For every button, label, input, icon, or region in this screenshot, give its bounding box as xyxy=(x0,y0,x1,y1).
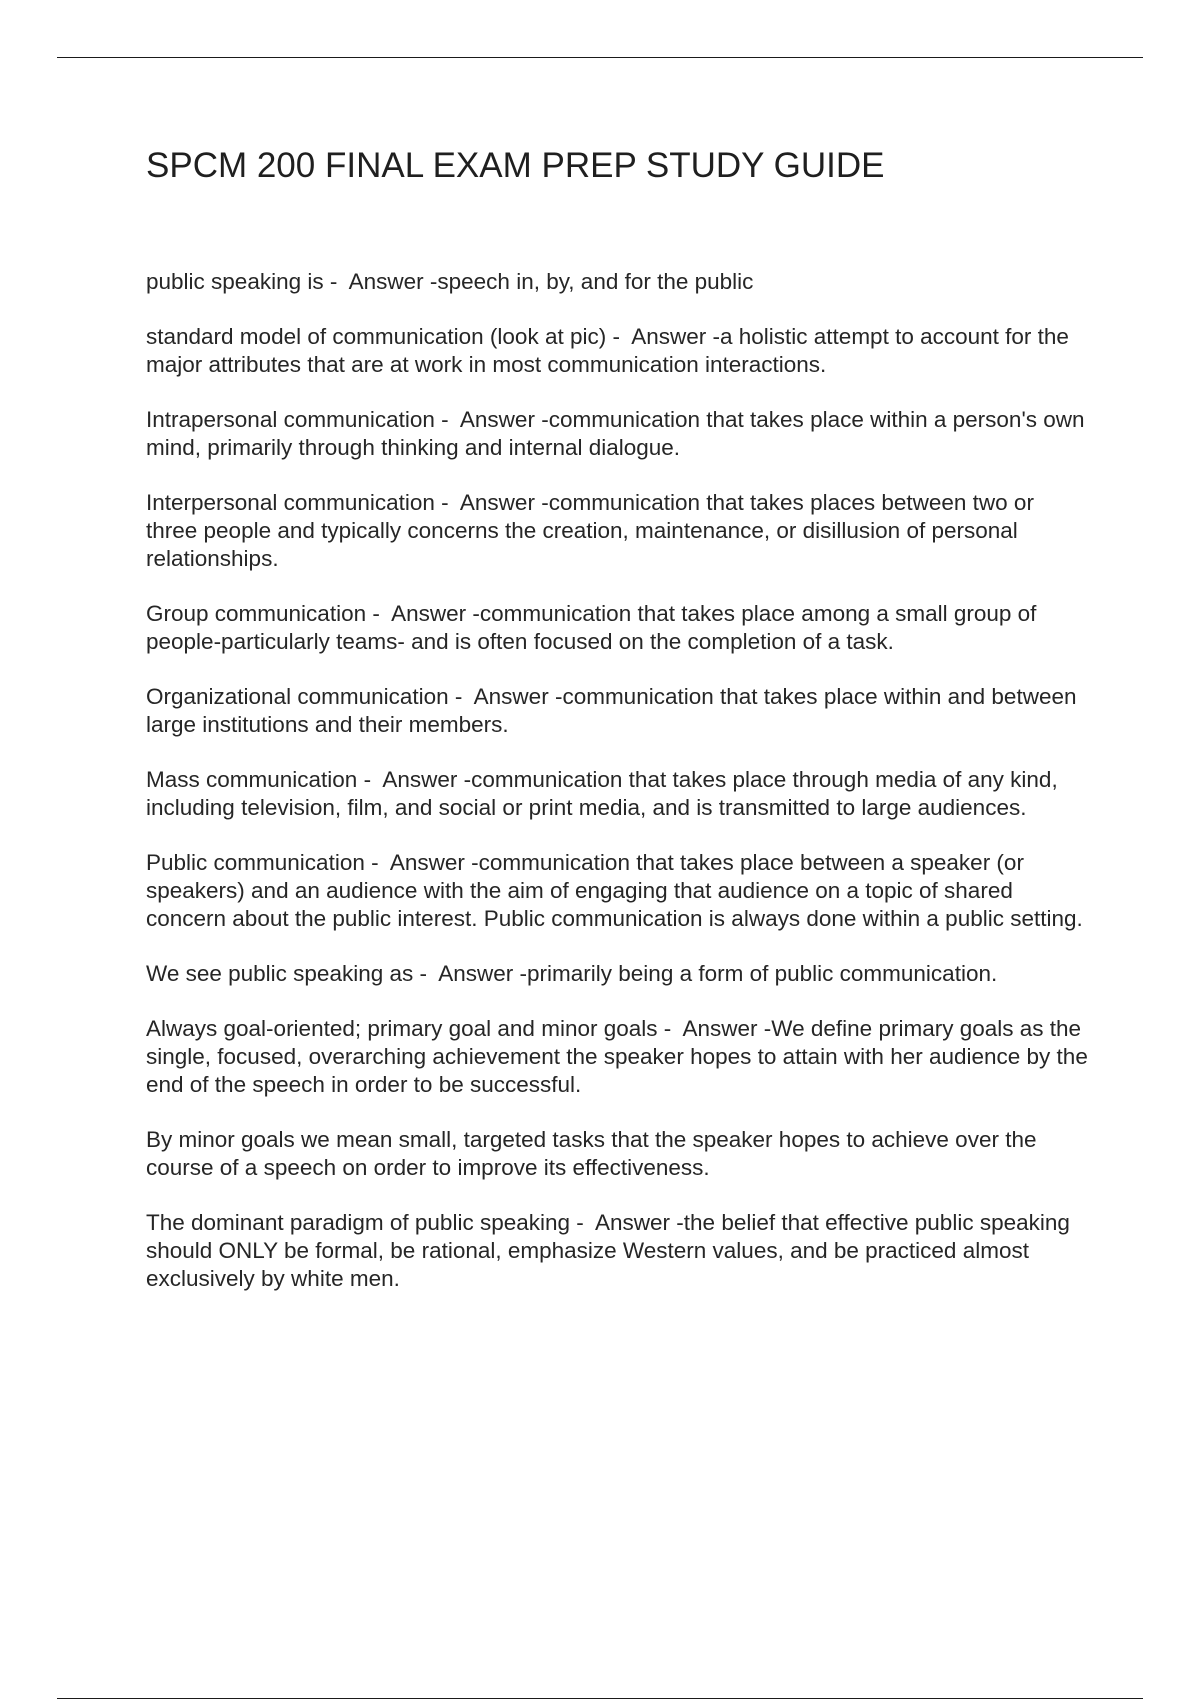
term: Organizational communication xyxy=(146,684,449,709)
qa-entry-dominant-paradigm xyxy=(146,1209,1091,1293)
answer: communication that takes place through media of any kind, including television, film, and social or print media, and is transmitted to large audiences. xyxy=(146,767,1058,820)
qa-entry-mass xyxy=(146,766,1091,822)
answer-separator: - Answer - xyxy=(448,684,563,709)
qa-entry-public xyxy=(146,849,1091,933)
answer-separator: - Answer - xyxy=(323,269,438,294)
minor-goals-note: By minor goals we mean small, targeted tasks that the speaker hopes to achieve over the course of a speech on order to improve its effectiveness. xyxy=(146,1127,1037,1180)
answer: We define primary goals as the single, focused, overarching achievement the speaker hopes to attain with her audience by the end of the speech in order to be successful. xyxy=(146,1016,1088,1097)
answer-separator: - Answer - xyxy=(366,601,480,626)
term: Public communication xyxy=(146,850,365,875)
qa-entry-standard-model xyxy=(146,323,1091,379)
answer-separator: - Answer - xyxy=(434,407,549,432)
term: Intrapersonal communication xyxy=(146,407,435,432)
term: Always goal-oriented; primary goal and minor goals xyxy=(146,1016,658,1041)
term: Interpersonal communication xyxy=(146,490,435,515)
qa-entry-interpersonal xyxy=(146,489,1091,573)
top-rule xyxy=(57,57,1143,58)
bottom-rule xyxy=(57,1698,1143,1699)
term: public speaking is xyxy=(146,269,324,294)
qa-entry-goal-oriented xyxy=(146,1015,1091,1099)
answer: communication that takes place within and between large institutions and their members. xyxy=(146,684,1077,737)
answer: communication that takes place within a person's own mind, primarily through thinking and internal dialogue. xyxy=(146,407,1085,460)
qa-entry-group xyxy=(146,600,1091,656)
term: We see public speaking as xyxy=(146,961,414,986)
answer: the belief that effective public speaking should ONLY be formal, be rational, emphasize Western values, and be practiced almost exclusively by white men. xyxy=(146,1210,1070,1291)
qa-entry-public-speaking xyxy=(146,268,1091,296)
term: The dominant paradigm of public speaking xyxy=(146,1210,571,1235)
answer-separator: - Answer - xyxy=(606,324,720,349)
answer: speech in, by, and for the public xyxy=(437,269,754,294)
document-title: SPCM 200 FINAL EXAM PREP STUDY GUIDE xyxy=(146,146,885,185)
term: Group communication xyxy=(146,601,367,626)
answer: primarily being a form of public communication. xyxy=(527,961,998,986)
answer-separator: - Answer - xyxy=(364,850,479,875)
answer-separator: - Answer - xyxy=(413,961,528,986)
qa-list xyxy=(146,268,1091,1293)
answer: communication that takes place among a small group of people-particularly teams- and is often focused on the completion of a task. xyxy=(146,601,1037,654)
answer: a holistic attempt to account for the major attributes that are at work in most communication interactions. xyxy=(146,324,1069,377)
answer-separator: - Answer - xyxy=(657,1016,772,1041)
term: Mass communication xyxy=(146,767,358,792)
qa-entry-intrapersonal xyxy=(146,406,1091,462)
document-page xyxy=(146,142,1091,1320)
qa-entry-we-see xyxy=(146,960,1091,988)
qa-entry-organizational xyxy=(146,683,1091,739)
answer-separator: - Answer - xyxy=(357,767,472,792)
answer-separator: - Answer - xyxy=(570,1210,684,1235)
term: standard model of communication (look at pic) xyxy=(146,324,607,349)
answer-separator: - Answer - xyxy=(434,490,549,515)
answer: communication that takes places between two or three people and typically concerns the creation, maintenance, or disillusion of personal relationships. xyxy=(146,490,1034,571)
answer: communication that takes place between a speaker (or speakers) and an audience with the aim of engaging that audience on a topic of shared concern about the public interest. Public communication is always done within a public setting. xyxy=(146,850,1083,931)
